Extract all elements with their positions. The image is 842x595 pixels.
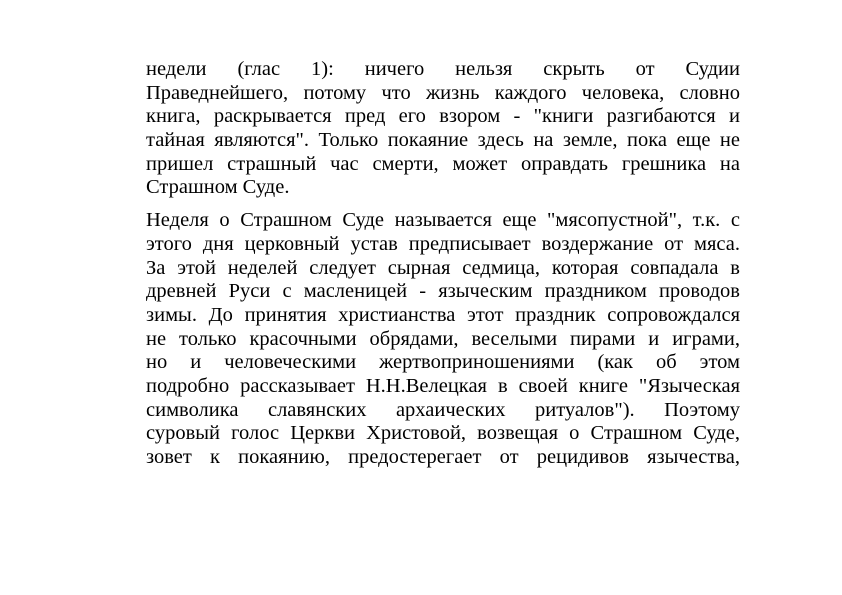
paragraph-1 — [146, 58, 740, 200]
text-line: За этой неделей следует сырная седмица, которая совпадала в — [146, 256, 740, 279]
paragraph-2 — [146, 209, 740, 470]
text-line: подробно рассказывает Н.Н.Велецкая в своей книге "Языческая — [146, 374, 740, 397]
text-line: но и человеческими жертвоприношениями (как об этом — [146, 351, 740, 374]
text-line: Страшном Суде. — [146, 176, 290, 199]
text-line: Праведнейшего, потому что жизнь каждого человека, словно — [146, 81, 740, 104]
text-line: зовет к покаянию, предостерегает от рецидивов язычества, — [146, 446, 740, 468]
text-line: пришел страшный час смерти, может оправдать грешника на — [146, 152, 740, 175]
text-line: Неделя о Страшном Суде называется еще "мясопустной", т.к. с — [146, 209, 740, 232]
text-line: книга, раскрывается пред его взором - "книги разгибаются и — [146, 105, 740, 128]
text-line: древней Руси с масленицей - языческим праздником проводов — [146, 280, 740, 303]
text-line: не только красочными обрядами, веселыми пирами и играми, — [146, 327, 740, 350]
text-line: зимы. До принятия христианства этот праздник сопровождался — [146, 303, 740, 326]
text-line: символика славянских архаических ритуалов"). Поэтому — [146, 398, 740, 421]
text-line: недели (глас 1): ничего нельзя скрыть от Судии — [146, 58, 740, 80]
text-line: тайная являются". Только покаяние здесь на земле, пока еще не — [146, 129, 740, 152]
text-body — [146, 58, 740, 470]
text-line: суровый голос Церкви Христовой, возвещая о Страшном Суде, — [146, 422, 740, 445]
text-line: этого дня церковный устав предписывает воздержание от мяса. — [146, 232, 740, 255]
